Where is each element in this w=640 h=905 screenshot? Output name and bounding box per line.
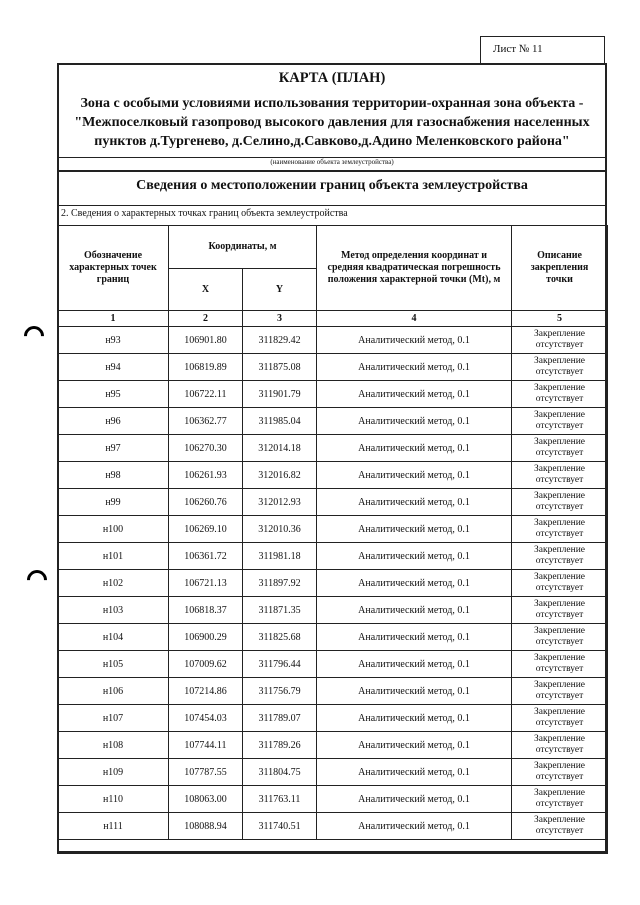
method-cell: Аналитический метод, 0.1 xyxy=(317,489,512,516)
table-body xyxy=(58,327,608,840)
x-cell: 106900.29 xyxy=(169,624,243,651)
x-cell: 106819.89 xyxy=(169,354,243,381)
point-cell: н108 xyxy=(58,732,169,759)
point-cell: н96 xyxy=(58,408,169,435)
section-heading: Сведения о местоположении границ объекта землеустройства xyxy=(136,178,528,193)
description-cell: Закрепление отсутствует xyxy=(512,354,608,381)
description-cell: Закрепление отсутствует xyxy=(512,705,608,732)
y-cell: 311789.26 xyxy=(243,732,317,759)
method-cell: Аналитический метод, 0.1 xyxy=(317,381,512,408)
y-cell: 311985.04 xyxy=(243,408,317,435)
x-cell: 106722.11 xyxy=(169,381,243,408)
point-cell: н97 xyxy=(58,435,169,462)
empty-cell xyxy=(58,840,608,854)
table-row xyxy=(58,678,608,705)
method-cell: Аналитический метод, 0.1 xyxy=(317,732,512,759)
table-row xyxy=(58,435,608,462)
table-row xyxy=(58,489,608,516)
y-cell: 311875.08 xyxy=(243,354,317,381)
point-cell: н93 xyxy=(58,327,169,354)
point-cell: н106 xyxy=(58,678,169,705)
method-cell: Аналитический метод, 0.1 xyxy=(317,786,512,813)
description-cell: Закрепление отсутствует xyxy=(512,489,608,516)
empty-row xyxy=(58,840,608,854)
method-cell: Аналитический метод, 0.1 xyxy=(317,408,512,435)
x-cell: 106901.80 xyxy=(169,327,243,354)
y-cell: 311871.35 xyxy=(243,597,317,624)
x-cell: 106818.37 xyxy=(169,597,243,624)
boundary-points-table xyxy=(57,225,608,854)
description-cell: Закрепление отсутствует xyxy=(512,570,608,597)
punch-hole-mark-top xyxy=(20,322,48,350)
point-cell: н101 xyxy=(58,543,169,570)
y-cell: 311901.79 xyxy=(243,381,317,408)
point-cell: н95 xyxy=(58,381,169,408)
point-cell: н104 xyxy=(58,624,169,651)
x-cell: 106269.10 xyxy=(169,516,243,543)
table-row xyxy=(58,327,608,354)
method-cell: Аналитический метод, 0.1 xyxy=(317,543,512,570)
table-row xyxy=(58,813,608,840)
column-number: 5 xyxy=(512,311,608,327)
table-row xyxy=(58,597,608,624)
description-cell: Закрепление отсутствует xyxy=(512,408,608,435)
method-cell: Аналитический метод, 0.1 xyxy=(317,624,512,651)
point-cell: н110 xyxy=(58,786,169,813)
method-cell: Аналитический метод, 0.1 xyxy=(317,354,512,381)
x-cell: 106721.13 xyxy=(169,570,243,597)
description-cell: Закрепление отсутствует xyxy=(512,678,608,705)
table-row xyxy=(58,759,608,786)
header-description: Описание закрепления точки xyxy=(512,226,608,311)
description-cell: Закрепление отсутствует xyxy=(512,759,608,786)
point-cell: н100 xyxy=(58,516,169,543)
y-cell: 311796.44 xyxy=(243,651,317,678)
table-row xyxy=(58,516,608,543)
column-number-row xyxy=(58,311,608,327)
description-cell: Закрепление отсутствует xyxy=(512,813,608,840)
y-cell: 311740.51 xyxy=(243,813,317,840)
y-cell: 312010.36 xyxy=(243,516,317,543)
table-row xyxy=(58,381,608,408)
punch-hole-mark-bottom xyxy=(23,566,51,594)
y-cell: 312012.93 xyxy=(243,489,317,516)
y-cell: 311829.42 xyxy=(243,327,317,354)
point-cell: н105 xyxy=(58,651,169,678)
x-cell: 107454.03 xyxy=(169,705,243,732)
description-cell: Закрепление отсутствует xyxy=(512,462,608,489)
description-cell: Закрепление отсутствует xyxy=(512,732,608,759)
document-title: КАРТА (ПЛАН) xyxy=(278,70,386,86)
description-cell: Закрепление отсутствует xyxy=(512,597,608,624)
point-cell: н99 xyxy=(58,489,169,516)
y-cell: 312014.18 xyxy=(243,435,317,462)
section-subheading: 2. Сведения о характерных точках границ объекта землеустройства xyxy=(61,208,348,219)
sheet-number: Лист № 11 xyxy=(480,36,605,63)
table-row xyxy=(58,624,608,651)
table-row xyxy=(58,408,608,435)
table-row xyxy=(58,543,608,570)
method-cell: Аналитический метод, 0.1 xyxy=(317,678,512,705)
method-cell: Аналитический метод, 0.1 xyxy=(317,327,512,354)
y-cell: 311789.07 xyxy=(243,705,317,732)
description-cell: Закрепление отсутствует xyxy=(512,327,608,354)
method-cell: Аналитический метод, 0.1 xyxy=(317,651,512,678)
header-x: X xyxy=(169,269,243,311)
x-cell: 107009.62 xyxy=(169,651,243,678)
object-name: Зона с особыми условиями использования территории-охранная зона объекта -"Межпоселковый газопровод высокого давления для газоснабжения населенных пунктов д.Тургенево, д.Селино,д.Савково,д.Адино Меленковского района" xyxy=(74,96,590,149)
x-cell: 106260.76 xyxy=(169,489,243,516)
description-cell: Закрепление отсутствует xyxy=(512,624,608,651)
description-cell: Закрепление отсутствует xyxy=(512,786,608,813)
method-cell: Аналитический метод, 0.1 xyxy=(317,462,512,489)
method-cell: Аналитический метод, 0.1 xyxy=(317,813,512,840)
header-coordinates: Координаты, м xyxy=(169,226,317,269)
point-cell: н109 xyxy=(58,759,169,786)
x-cell: 108088.94 xyxy=(169,813,243,840)
column-number: 1 xyxy=(58,311,169,327)
method-cell: Аналитический метод, 0.1 xyxy=(317,516,512,543)
table-row xyxy=(58,732,608,759)
x-cell: 106362.77 xyxy=(169,408,243,435)
x-cell: 107744.11 xyxy=(169,732,243,759)
y-cell: 311763.11 xyxy=(243,786,317,813)
divider xyxy=(57,170,607,172)
table-row xyxy=(58,651,608,678)
point-cell: н107 xyxy=(58,705,169,732)
table-header-row xyxy=(58,226,608,269)
divider xyxy=(57,205,607,206)
x-cell: 108063.00 xyxy=(169,786,243,813)
header-designation: Обозначение характерных точек границ xyxy=(58,226,169,311)
title-block xyxy=(59,65,605,151)
header-method: Метод определения координат и средняя квадратическая погрешность положения характерной точки (Mt), м xyxy=(317,226,512,311)
x-cell: 106270.30 xyxy=(169,435,243,462)
y-cell: 311981.18 xyxy=(243,543,317,570)
point-cell: н103 xyxy=(58,597,169,624)
description-cell: Закрепление отсутствует xyxy=(512,516,608,543)
method-cell: Аналитический метод, 0.1 xyxy=(317,759,512,786)
table-row xyxy=(58,705,608,732)
point-cell: н98 xyxy=(58,462,169,489)
point-cell: н94 xyxy=(58,354,169,381)
table-row xyxy=(58,462,608,489)
method-cell: Аналитический метод, 0.1 xyxy=(317,597,512,624)
x-cell: 106261.93 xyxy=(169,462,243,489)
description-cell: Закрепление отсутствует xyxy=(512,435,608,462)
point-cell: н102 xyxy=(58,570,169,597)
y-cell: 311804.75 xyxy=(243,759,317,786)
point-cell: н111 xyxy=(58,813,169,840)
header-y: Y xyxy=(243,269,317,311)
description-cell: Закрепление отсутствует xyxy=(512,543,608,570)
object-name-caption: (наименование объекта землеустройства) xyxy=(270,158,394,166)
table-row xyxy=(58,570,608,597)
description-cell: Закрепление отсутствует xyxy=(512,651,608,678)
description-cell: Закрепление отсутствует xyxy=(512,381,608,408)
table-row xyxy=(58,786,608,813)
column-number: 4 xyxy=(317,311,512,327)
x-cell: 107787.55 xyxy=(169,759,243,786)
method-cell: Аналитический метод, 0.1 xyxy=(317,570,512,597)
y-cell: 312016.82 xyxy=(243,462,317,489)
method-cell: Аналитический метод, 0.1 xyxy=(317,435,512,462)
method-cell: Аналитический метод, 0.1 xyxy=(317,705,512,732)
x-cell: 106361.72 xyxy=(169,543,243,570)
y-cell: 311897.92 xyxy=(243,570,317,597)
table-row xyxy=(58,354,608,381)
y-cell: 311756.79 xyxy=(243,678,317,705)
x-cell: 107214.86 xyxy=(169,678,243,705)
y-cell: 311825.68 xyxy=(243,624,317,651)
column-number: 3 xyxy=(243,311,317,327)
column-number: 2 xyxy=(169,311,243,327)
